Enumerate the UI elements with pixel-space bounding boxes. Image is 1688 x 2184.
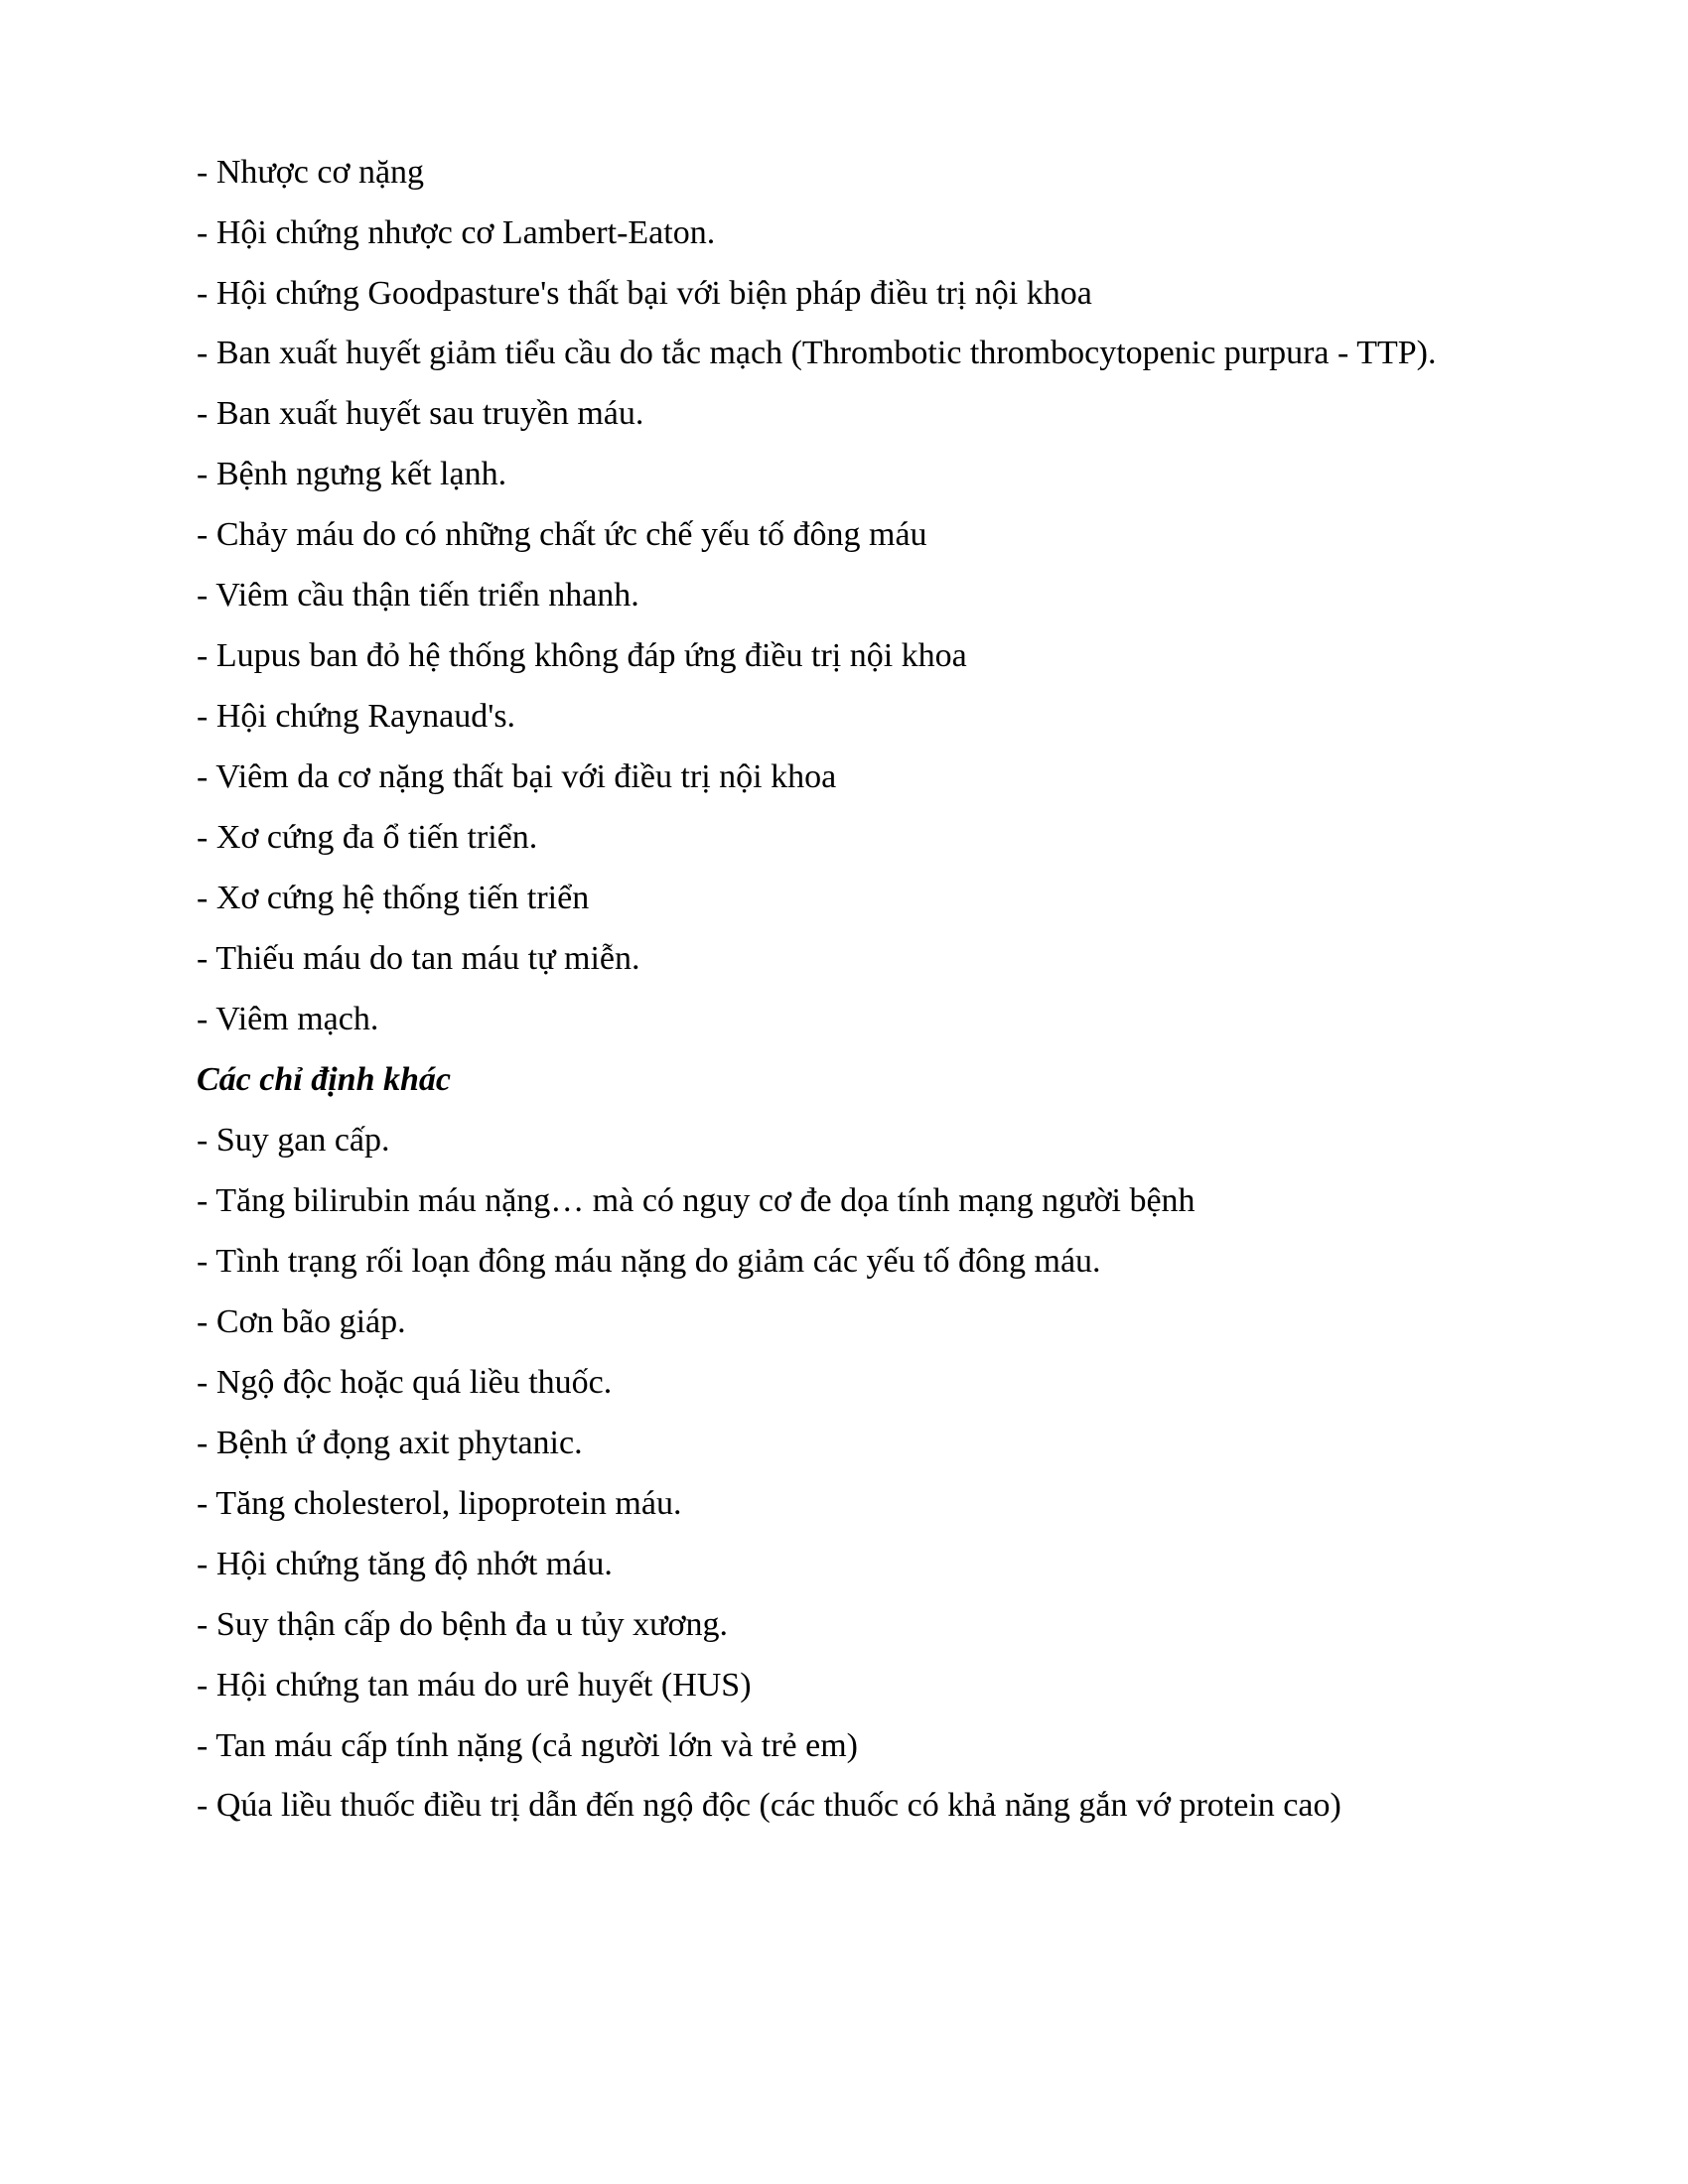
list-item: - Ban xuất huyết giảm tiểu cầu do tắc mạch (Thrombotic thrombocytopenic purpura - TTP). — [197, 335, 1437, 371]
list-item: - Tăng cholesterol, lipoprotein máu. — [197, 1485, 682, 1522]
list-item: - Nhược cơ nặng — [197, 154, 425, 191]
list-item: - Hội chứng Goodpasture's thất bại với biện pháp điều trị nội khoa — [197, 275, 1092, 312]
list-item: - Chảy máu do có những chất ức chế yếu tố đông máu — [197, 516, 927, 553]
list-item: - Viêm da cơ nặng thất bại với điều trị nội khoa — [197, 758, 837, 795]
list-item: - Qúa liều thuốc điều trị dẫn đến ngộ độc (các thuốc có khả năng gắn vớ protein cao) — [197, 1787, 1341, 1824]
list-item: - Hội chứng tan máu do urê huyết (HUS) — [197, 1667, 752, 1704]
list-item: - Ban xuất huyết sau truyền máu. — [197, 395, 644, 432]
list-item: - Ngộ độc hoặc quá liều thuốc. — [197, 1364, 613, 1401]
list-item: - Xơ cứng hệ thống tiến triển — [197, 880, 590, 916]
list-item: - Xơ cứng đa ổ tiến triển. — [197, 819, 538, 856]
list-item: - Tình trạng rối loạn đông máu nặng do giảm các yếu tố đông máu. — [197, 1243, 1101, 1280]
list-item: - Viêm cầu thận tiến triển nhanh. — [197, 577, 639, 614]
list-item: - Bệnh ứ đọng axit phytanic. — [197, 1425, 583, 1461]
list-item: - Viêm mạch. — [197, 1001, 379, 1037]
list-item: - Hội chứng nhược cơ Lambert-Eaton. — [197, 214, 716, 251]
document-page — [197, 149, 1487, 1843]
list-item: - Cơn bão giáp. — [197, 1303, 406, 1340]
list-item: - Hội chứng tăng độ nhớt máu. — [197, 1546, 613, 1582]
list-item: - Hội chứng Raynaud's. — [197, 698, 516, 735]
list-item: - Tan máu cấp tính nặng (cả người lớn và trẻ em) — [197, 1727, 858, 1764]
list-item: - Thiếu máu do tan máu tự miễn. — [197, 940, 640, 977]
list-item: - Suy thận cấp do bệnh đa u tủy xương. — [197, 1606, 728, 1643]
list-item: - Bệnh ngưng kết lạnh. — [197, 456, 507, 492]
list-item: - Suy gan cấp. — [197, 1122, 390, 1159]
list-item: - Lupus ban đỏ hệ thống không đáp ứng điều trị nội khoa — [197, 637, 967, 674]
list-item: - Tăng bilirubin máu nặng… mà có nguy cơ đe dọa tính mạng người bệnh — [197, 1182, 1196, 1219]
section-heading: Các chỉ định khác — [197, 1061, 451, 1098]
